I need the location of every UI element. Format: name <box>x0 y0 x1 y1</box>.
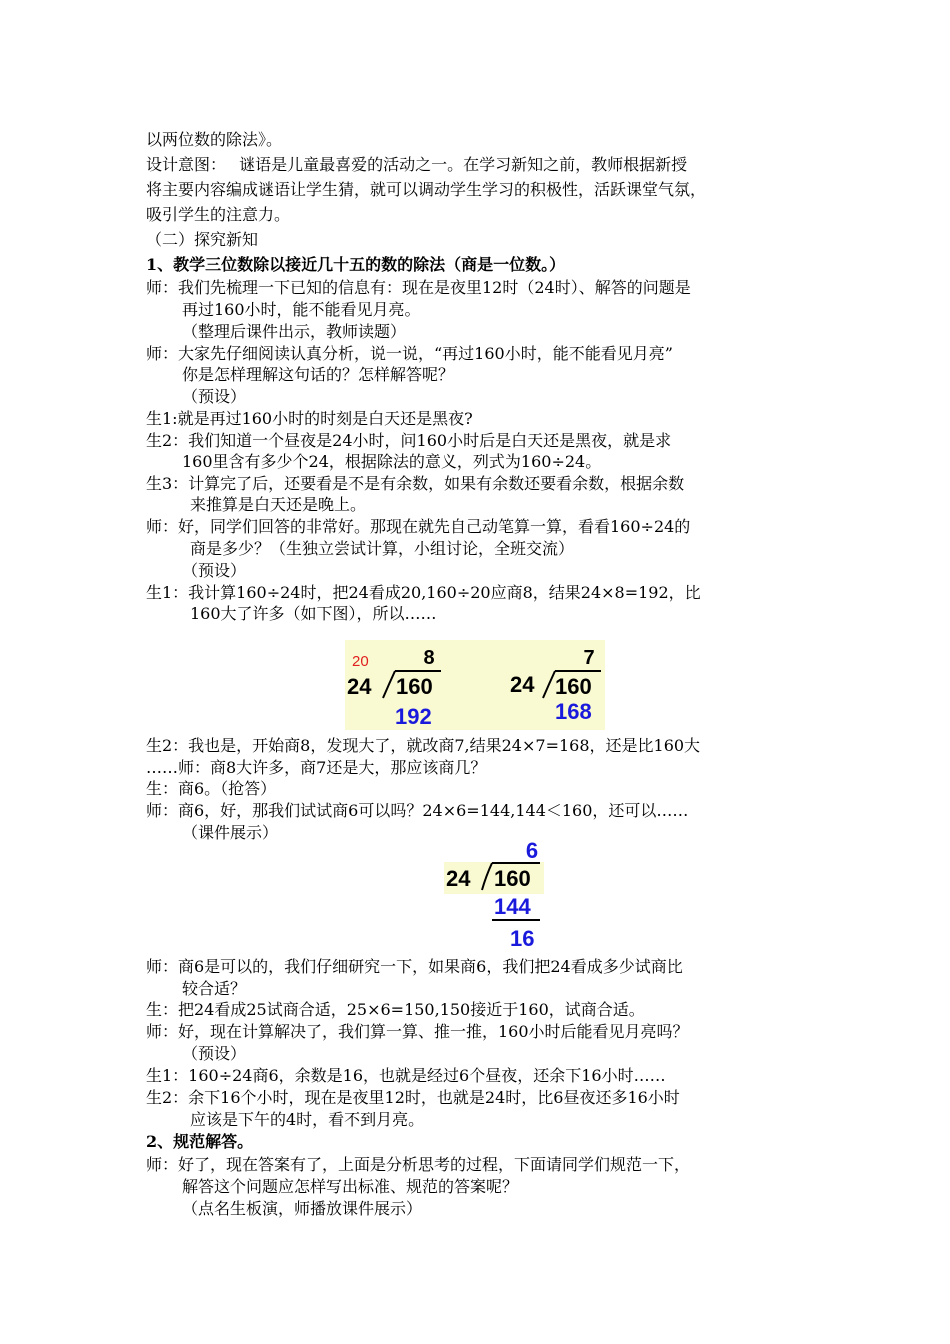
text-line: （点名生板演，师播放课件展示） <box>182 1199 423 1218</box>
text-line: 应该是下午的4时，看不到月亮。 <box>190 1110 425 1129</box>
text-line: 160大了许多（如下图），所以…… <box>190 604 437 623</box>
product: 168 <box>555 699 592 724</box>
remainder: 16 <box>510 926 535 951</box>
division-diagram <box>345 640 605 730</box>
text-line: 生：商6。（抢答） <box>146 779 277 798</box>
section-heading: （二）探究新知 <box>146 230 259 249</box>
text-line: 师：好了，现在答案有了，上面是分析思考的过程，下面请同学们规范一下， <box>146 1155 691 1174</box>
text-line: 较合适？ <box>182 979 247 998</box>
text-line: 设计意图： 谜语是儿童最喜爱的活动之一。在学习新知之前，教师根据新授 <box>146 155 688 174</box>
text-line: 吸引学生的注意力。 <box>146 205 291 224</box>
subsection-heading: 1、教学三位数除以接近几十五的数的除法（商是一位数。） <box>146 255 566 274</box>
text-line: 解答这个问题应怎样写出标准、规范的答案呢？ <box>182 1177 519 1196</box>
estimate-number: 20 <box>352 653 369 670</box>
text-line: 师：好，现在计算解决了，我们算一算、推一推，160小时后能看见月亮吗？ <box>146 1022 689 1041</box>
text-line: 生：把24看成25试商合适，25×6=150,150接近于160，试商合适。 <box>146 1000 645 1019</box>
text-line: 160里含有多少个24，根据除法的意义，列式为160÷24。 <box>182 452 602 471</box>
text-line: 生2：我也是，开始商8，发现大了，就改商7,结果24×7=168，还是比160大 <box>146 736 701 755</box>
text-line: 来推算是白天还是晚上。 <box>190 495 367 514</box>
subsection-heading: 2、规范解答。 <box>146 1132 254 1151</box>
text-line: 生2：我们知道一个昼夜是24小时，问160小时后是白天还是黑夜，就是求 <box>146 431 672 450</box>
dividend: 160 <box>396 674 433 699</box>
text-line: 师：我们先梳理一下已知的信息有：现在是夜里12时（24时）、解答的问题是 <box>146 278 691 297</box>
text-line: （预设） <box>182 561 247 580</box>
text-line: 师：好，同学们回答的非常好。那现在就先自己动笔算一算，看看160÷24的 <box>146 517 691 536</box>
dividend: 160 <box>555 674 592 699</box>
quotient-digit: 6 <box>525 838 539 863</box>
product: 192 <box>395 704 432 729</box>
quotient-digit: 8 <box>423 647 435 669</box>
text-line: 生1：我计算160÷24时，把24看成20,160÷20应商8，结果24×8=192，比 <box>146 583 701 602</box>
dividend: 160 <box>494 866 531 891</box>
divisor: 24 <box>446 866 471 891</box>
text-line: 生1：160÷24商6，余数是16，也就是经过6个昼夜，还余下16小时…… <box>146 1066 666 1085</box>
text-line: 生3：计算完了后，还要看是不是有余数，如果有余数还要看余数，根据余数 <box>146 474 685 493</box>
text-line: （课件展示） <box>182 823 279 842</box>
text-line: （预设） <box>182 1044 247 1063</box>
product: 144 <box>494 894 531 919</box>
division-figure-2 <box>444 838 544 954</box>
text-line: 师：商6，好，那我们试试商6可以吗？24×6=144,144＜160，还可以…… <box>146 801 689 820</box>
division-bracket <box>383 671 395 698</box>
divisor: 24 <box>510 672 535 697</box>
text-line: 生1:就是再过160小时的时刻是白天还是黑夜? <box>146 409 473 428</box>
text-line: 生2：余下16个小时，现在是夜里12时，也就是24时，比6昼夜还多16小时 <box>146 1088 680 1107</box>
text-line: （预设） <box>182 387 247 406</box>
text-line: （整理后课件出示，教师读题） <box>182 322 407 341</box>
text-line: 师：商6是可以的，我们仔细研究一下，如果商6，我们把24看成多少试商比 <box>146 957 683 976</box>
text-line: 将主要内容编成谜语让学生猜，就可以调动学生学习的积极性，活跃课堂气氛， <box>146 180 707 199</box>
quotient-digit: 7 <box>583 647 595 669</box>
divisor: 24 <box>347 674 372 699</box>
text-line: 以两位数的除法》。 <box>146 130 283 149</box>
text-line: ……师：商8大许多，商7还是大，那应该商几？ <box>146 758 487 777</box>
division-bracket <box>543 671 555 698</box>
division-diagram <box>444 838 544 954</box>
text-line: 商是多少？（生独立尝试计算，小组讨论，全班交流） <box>190 539 575 558</box>
text-line: 师：大家先仔细阅读认真分析，说一说，“再过160小时，能不能看见月亮” <box>146 344 673 363</box>
division-figure-1 <box>345 640 605 730</box>
text-line: 你是怎样理解这句话的？怎样解答呢？ <box>182 365 455 384</box>
text-line: 再过160小时，能不能看见月亮。 <box>182 300 421 319</box>
